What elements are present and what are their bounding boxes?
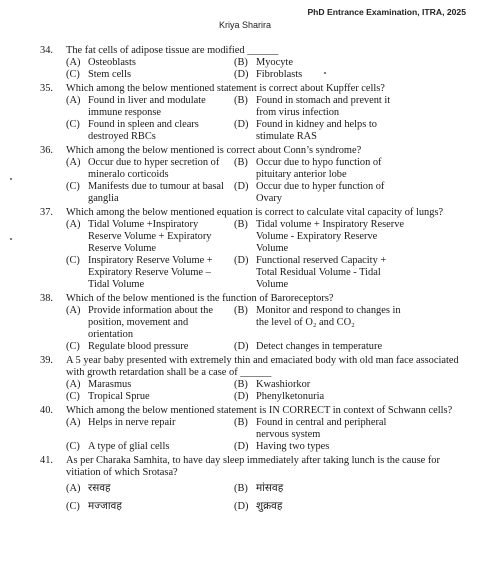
question-number: 39. <box>40 355 53 366</box>
question-number: 34. <box>40 45 53 56</box>
option-label: (D) <box>234 181 249 192</box>
option-text: Tidal volume + Inspiratory Reserve Volume - Expiratory Reserve Volume <box>256 219 405 254</box>
option-label: (D) <box>234 255 249 266</box>
option-label: (B) <box>234 95 248 106</box>
option-text: Monitor and respond to changes in the level of O₂ and CO₂ <box>256 305 401 328</box>
option-label: (C) <box>66 181 80 192</box>
option-text: A type of glial cells <box>88 441 170 452</box>
option-label: (C) <box>66 441 80 452</box>
option-text: Found in liver and modulate immune response <box>88 95 206 118</box>
option-label: (A) <box>66 305 81 316</box>
option-text: Functional reserved Capacity + Total Residual Volume - Tidal Volume <box>256 255 387 290</box>
option-label: (A) <box>66 417 81 428</box>
option-b <box>234 483 414 495</box>
option-label: (A) <box>66 57 81 68</box>
option-text: Myocyte <box>256 57 293 68</box>
option-label: (B) <box>234 417 248 428</box>
option-text: Phenylketonuria <box>256 391 325 402</box>
scan-speck <box>10 238 12 240</box>
option-text: शुक्रवह <box>256 501 283 512</box>
question-text: The fat cells of adipose tissue are modified ______ <box>66 45 279 56</box>
option-b <box>234 57 414 69</box>
question-text: As per Charaka Samhita, to have day sleep immediately after taking lunch is the cause for vitiation of which Srotasa? <box>66 455 440 478</box>
option-d <box>234 119 414 143</box>
option-text: Kwashiorkor <box>256 379 311 390</box>
option-label: (B) <box>234 305 248 316</box>
option-a <box>66 379 234 391</box>
option-text: Occur due to hyper function of Ovary <box>256 181 385 204</box>
exam-title: PhD Entrance Examination, ITRA, 2025 <box>307 7 466 17</box>
option-b <box>234 417 414 441</box>
option-label: (A) <box>66 219 81 230</box>
option-label: (B) <box>234 219 248 230</box>
question-text: Which among the below mentioned statement is IN CORRECT in context of Schwann cells? <box>66 405 453 416</box>
option-text: Occur due to hypo function of pituitary anterior lobe <box>256 157 382 180</box>
option-text: Inspiratory Reserve Volume + Expiratory Reserve Volume – Tidal Volume <box>88 255 213 290</box>
option-c <box>66 181 234 205</box>
option-text: Found in kidney and helps to stimulate RAS <box>256 119 377 142</box>
question-37 <box>0 207 490 291</box>
option-b <box>234 95 414 119</box>
option-text: Tropical Sprue <box>88 391 150 402</box>
option-c <box>66 501 234 513</box>
option-text: Fibroblasts <box>256 69 303 80</box>
option-c <box>66 441 234 453</box>
option-label: (D) <box>234 501 249 512</box>
question-text: Which among the below mentioned equation is correct to calculate vital capacity of lungs? <box>66 207 444 218</box>
option-d <box>234 255 414 291</box>
option-label: (D) <box>234 441 249 452</box>
option-label: (C) <box>66 255 80 266</box>
option-label: (C) <box>66 341 80 352</box>
question-text: Which among the below mentioned is correct about Conn’s syndrome? <box>66 145 362 156</box>
option-label: (C) <box>66 69 80 80</box>
option-label: (A) <box>66 483 81 494</box>
option-label: (A) <box>66 157 81 168</box>
option-text: Manifests due to tumour at basal ganglia <box>88 181 224 204</box>
question-38 <box>0 293 490 353</box>
option-label: (A) <box>66 379 81 390</box>
question-39 <box>0 355 490 403</box>
option-label: (D) <box>234 119 249 130</box>
option-d <box>234 341 414 353</box>
option-a <box>66 95 234 119</box>
question-36 <box>0 145 490 205</box>
option-text: रसवह <box>88 483 111 494</box>
question-number: 37. <box>40 207 53 218</box>
option-d <box>234 441 414 453</box>
option-text: Provide information about the position, movement and orientation <box>88 305 213 340</box>
option-a <box>66 219 234 255</box>
option-a <box>66 157 234 181</box>
option-label: (B) <box>234 157 248 168</box>
option-text: Found in spleen and clears destroyed RBCs <box>88 119 199 142</box>
question-number: 41. <box>40 455 53 466</box>
option-text: Tidal Volume +Inspiratory Reserve Volume + Expiratory Reserve Volume <box>88 219 212 254</box>
question-number: 38. <box>40 293 53 304</box>
scan-speck <box>10 178 12 180</box>
option-text: Occur due to hyper secretion of mineralo corticoids <box>88 157 220 180</box>
option-c <box>66 69 234 81</box>
option-d <box>234 181 414 205</box>
option-label: (B) <box>234 379 248 390</box>
option-b <box>234 379 414 391</box>
option-c <box>66 391 234 403</box>
scan-speck <box>324 72 326 74</box>
option-text: Helps in nerve repair <box>88 417 176 428</box>
question-list <box>0 45 490 513</box>
option-a <box>66 57 234 69</box>
option-d <box>234 501 414 513</box>
option-a <box>66 417 234 441</box>
question-text: A 5 year baby presented with extremely thin and emaciated body with old man face associated with growth retardation shall be a case of ______ <box>66 355 459 378</box>
option-text: मांसवह <box>256 483 284 494</box>
option-label: (C) <box>66 501 80 512</box>
option-text: Marasmus <box>88 379 132 390</box>
option-label: (D) <box>234 391 249 402</box>
question-40 <box>0 405 490 453</box>
option-c <box>66 119 234 143</box>
option-text: Regulate blood pressure <box>88 341 189 352</box>
question-number: 35. <box>40 83 53 94</box>
option-text: Found in stomach and prevent it from virus infection <box>256 95 391 118</box>
option-text: Found in central and peripheral nervous system <box>256 417 387 440</box>
question-number: 36. <box>40 145 53 156</box>
option-b <box>234 305 414 341</box>
candidate-name: Kriya Sharira <box>218 20 272 30</box>
question-35 <box>0 83 490 143</box>
question-41 <box>0 455 490 513</box>
option-text: Detect changes in temperature <box>256 341 383 352</box>
option-label: (D) <box>234 69 249 80</box>
question-text: Which of the below mentioned is the function of Baroreceptors? <box>66 293 334 304</box>
question-34 <box>0 45 490 81</box>
option-text: Having two types <box>256 441 330 452</box>
option-text: मज्जावह <box>88 501 122 512</box>
option-c <box>66 255 234 291</box>
option-label: (A) <box>66 95 81 106</box>
option-text: Osteoblasts <box>88 57 136 68</box>
option-label: (C) <box>66 119 80 130</box>
option-a <box>66 483 234 495</box>
question-number: 40. <box>40 405 53 416</box>
option-d <box>234 391 414 403</box>
option-b <box>234 219 414 255</box>
option-label: (B) <box>234 57 248 68</box>
option-label: (B) <box>234 483 248 494</box>
option-label: (D) <box>234 341 249 352</box>
option-a <box>66 305 234 341</box>
question-text: Which among the below mentioned statement is correct about Kupffer cells? <box>66 83 385 94</box>
option-d <box>234 69 414 81</box>
option-c <box>66 341 234 353</box>
option-label: (C) <box>66 391 80 402</box>
option-b <box>234 157 414 181</box>
option-text: Stem cells <box>88 69 131 80</box>
